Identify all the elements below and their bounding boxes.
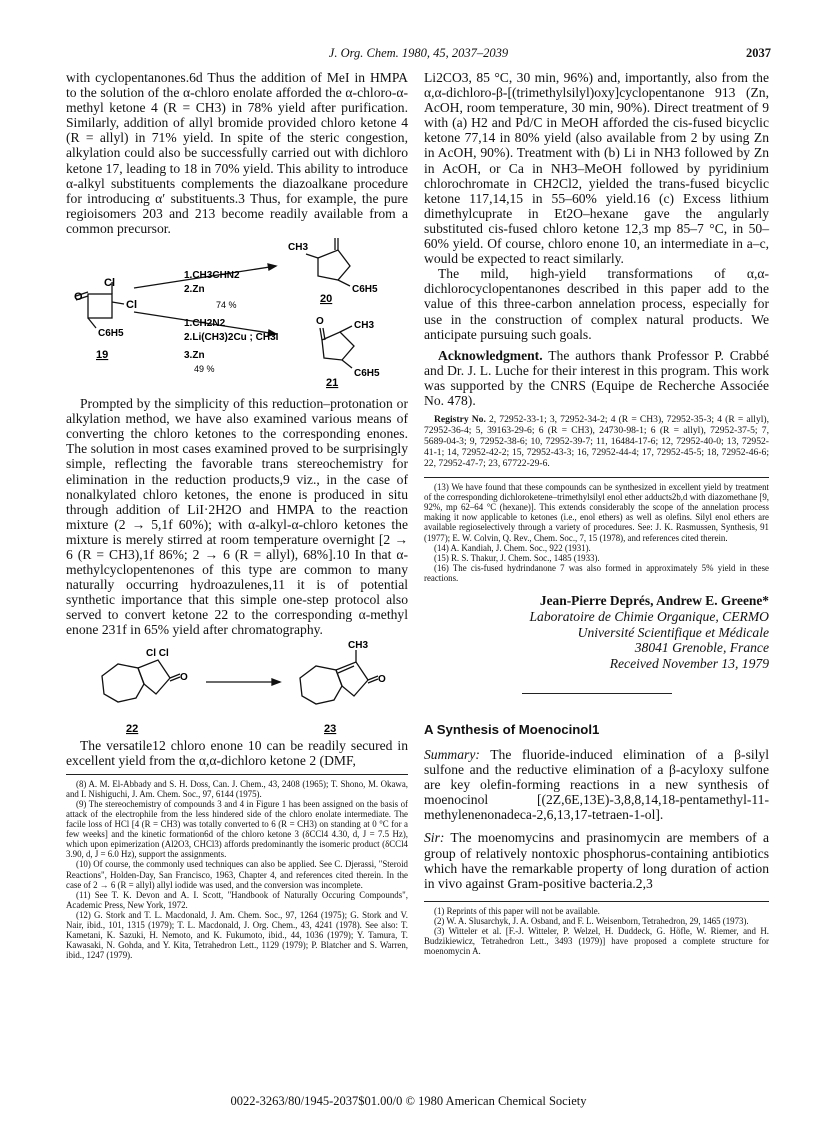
article-title: A Synthesis of Moenocinol1	[424, 722, 600, 737]
summary-text: The fluoride-induced elimination of a β-silyl sulfone and the reductive elimination of a β-acyloxy sulfone are key olefin-forming reactions in a new synthesis of moenocinol [(2Z,6E,13E)-3,8,8,14,18-pentamethyl-11-methylenenonadeca-2,6,13,17-tetraen-1-ol].	[424, 747, 769, 823]
yield-bottom: 49 %	[194, 364, 215, 375]
footnote-10: (10) Of course, the commonly used techniques can also be applied. See C. Djerassi, "Steroid Reactions", Holden-Day, San Francisco, 1963, Chapter 4, and references cited therein. In the case of 2 → 6 (R = allyl) allyl iodide was used, and the conversion was incomplete.	[66, 859, 408, 890]
footnote-rule	[66, 774, 408, 775]
address-line-3: 38041 Grenoble, France	[634, 640, 769, 655]
sir-paragraph	[424, 830, 769, 890]
reagent-top-1: 1.CH3CHN2	[184, 270, 240, 282]
svg-text:Cl Cl: Cl Cl	[146, 647, 169, 659]
page-footer: 0022-3263/80/1945-2037$01.00/0 © 1980 American Chemical Society	[230, 1094, 587, 1108]
svg-text:CH3: CH3	[288, 242, 309, 254]
footnote-12: (12) G. Stork and T. L. Macdonald, J. Am. Chem. Soc., 97, 1264 (1975); G. Stork and V. Nair, ibid., 101, 1315 (1979); T. L. Macdonald, J. Org. Chem., 43, 4241 (1978). See also: T. Kametani, K. Sazuki, H. Nemoto, and K. Fukumoto, ibid., 44, 1036 (1979); Y. Tamura, T. Kawasaki, N. Gohda, and Y. Kita, Tetrahedron Lett., 1129 (1979); P. Blatcher and S. Warren, ibid., 1247 (1979).	[66, 909, 408, 961]
cyclobutanone-ring	[88, 294, 112, 318]
footnote-13: (13) We have found that these compounds can be synthesized in excellent yield by treatment of the corresponding dichloroketene–trimethylsilyl enol ether adducts2b,d with diazomethane [9, 92%, mp 62–64 °C (hexane)]. This extends considerably the scope of the annelation process making it now applicable to ketones (i.e., enol ethers) as well as olefins. Silyl enol ethers are available regioselectively through a variety of procedures. See: J. K. Rasmussen, Synthesis, 91 (1977); E. W. Colvin, Q. Rev., Chem. Soc., 7, 15 (1978), and references cited therein.	[424, 482, 769, 543]
scheme-2-drawing	[66, 638, 408, 738]
page-number: 2037	[746, 46, 771, 60]
svg-text:C6H5: C6H5	[98, 328, 124, 340]
footnote-9: (9) The stereochemistry of compounds 3 and 4 in Figure 1 has been assigned on the basis of attack of the electrophile from the less hindered side of the chloro enolate intermediate. The facile loss of HCl [4 (R = CH3) was totally converted to 6 (R = CH3) on standing at 0 °C for a few weeks] and the kinetic formation6d of the chloro ketone 3 (δCCl4 4.30, d, J = 7.5 Hz), which upon epimerization (Al2O3, CHCl3) affords predominantly the isomeric product (δCCl4 3.90, d, J = 6.0 Hz), support the assignments.	[66, 798, 408, 860]
registry-title: Registry No.	[434, 414, 486, 426]
left-paragraph-1: with cyclopentanones.6d Thus the addition of MeI in HMPA to the solution of the α-chloro enolate afforded the α-chloro-α-methyl ketone 4 (R = CH3) in 78% yield after purification. Similarly, addition of allyl bromide provided chloro ketone 4 (R = allyl) in 71% yield. In spite of the steric congestion, alkylation could also be successfully carried out with dichloro ketone 17, leading to 18 in 70% yield. This ability to introduce α-alkyl substituents complements the diazoalkane procedure for introducing α′ substituents.3 Thus, for example, the pure regioisomers 203 and 213 become readily available from a common precursor.	[66, 70, 408, 236]
running-header	[66, 46, 771, 62]
address-line-1: Laboratoire de Chimie Organique, CERMO	[529, 609, 769, 624]
label-19: 19	[96, 349, 109, 362]
footnote-a2: (2) W. A. Slusarchyk, J. A. Osband, and F. L. Weisenborn, Tetrahedron, 29, 1465 (1973).	[434, 915, 749, 926]
label-22: 22	[126, 722, 139, 735]
footnote-15: (15) R. S. Thakur, J. Chem. Soc., 1485 (1933).	[434, 552, 600, 563]
svg-text:Cl: Cl	[104, 277, 115, 290]
footnote-8: (8) A. M. El-Abbady and S. H. Doss, Can. J. Chem., 43, 2408 (1965); T. Shono, M. Okawa, and I. Nishiguchi, J. Am. Chem. Soc., 97, 6144 (1975).	[66, 778, 408, 799]
cycloheptane-23	[300, 666, 342, 704]
scheme-1-drawing	[66, 236, 408, 396]
summary	[424, 747, 769, 822]
footnote-rule-right	[424, 477, 769, 478]
footnote-16: (16) The cis-fused hydrindanone 7 was also formed in approximately 5% yield in these reactions.	[424, 562, 769, 583]
svg-text:Cl: Cl	[126, 299, 137, 312]
footnote-a3: (3) Witteler et al. [F.-J. Witteler, P. Welzel, H. Duddeck, G. Höfle, W. Riemer, and H. Budzikiewicz, Tetrahedron Lett., 3493 (1979)] have proposed a complete structure for moenomycin A.	[424, 926, 769, 957]
sir-label: Sir:	[424, 830, 445, 846]
svg-text:O: O	[180, 671, 188, 683]
journal-citation: J. Org. Chem. 1980, 45, 2037–2039	[328, 46, 509, 60]
right-column	[424, 70, 769, 956]
scheme-2	[66, 638, 408, 738]
svg-text:CH3: CH3	[354, 320, 375, 332]
authors: Jean-Pierre Deprés, Andrew E. Greene*	[539, 593, 769, 608]
svg-text:C6H5: C6H5	[354, 368, 380, 380]
label-21: 21	[326, 377, 339, 390]
yield-top: 74 %	[216, 300, 237, 311]
cyclopentanone-20	[318, 250, 350, 280]
left-paragraph-2: Prompted by the simplicity of this reduction–protonation or alkylation method, we have also examined various means of converting the chloro ketones to the corresponding enones. The solution in most cases examined proved to be surprisingly simple, reflecting the favorable trans stereochemistry for elimination in the reduction products,9 viz., in the case of nonalkylated chloro ketones, the enone is produced in situ through addition of LiI·2H2O and HMPA to the reaction mixture (2 → 5,1f 60%); with α-alkyl-α-chloro ketones the mixture is merely stirred at room temperature overnight [2 → 6 (R = CH3),1f 86%; 2 → 6 (R = allyl), 68%].10 In that α-methylcyclopentenones of this type are common to many naturally occurring hydroazulenes,11 it is of potential synthetic importance that this simple one-step protocol also served to convert ketone 22 to the corresponding α-methyl enone 231f in 65% yield after chromatography.	[66, 396, 408, 638]
reagent-top-2: 2.Zn	[184, 284, 205, 296]
acknowledgment-title: Acknowledgment.	[438, 347, 543, 363]
cyclopentanone-21	[322, 332, 354, 360]
acknowledgment-text: The authors thank Professor P. Crabbé and Dr. J. L. Luche for their interest in this program. This work was supported by the CNRS (Equipe de Recherche Associée No. 478).	[424, 347, 769, 408]
right-paragraph-1: Li2CO3, 85 °C, 30 min, 96%) and, importantly, also from the α,α-dichloro-β-[(trimethylsilyl)oxy]cyclopentanone 913 (Zn, AcOH, room temperature, 30 min, 90%). Direct treatment of 9 with (a) H2 and Pd/C in MeOH afforded the cis-fused bicyclic ketone 77,14 in 80% yield (also available from 2 by using Zn in AcOH, 90%). Treatment with (b) Li in NH3 followed by Zn in AcOH, or Ca in NH3–MeOH followed by pyridinium chlorochromate in CH2Cl2, yielded the trans-fused bicyclic ketone 117,14,15 in 55–60% yield.16 (c) Excess lithium dimethylcuprate in Et2O–hexane gave the angularly substituted cis-fused chloro ketone 12,3 mp 85–7 °C, in 50–60% yield. Of course, chloro enone 10, an intermediate in a–c, would be expected to react similarly.	[424, 70, 769, 267]
address-line-2: Université Scientifique et Médicale	[577, 624, 769, 640]
right-paragraph-2: The mild, high-yield transformations of α,α-dichlorocyclopentanones described in this paper add to the value of this three-carbon annelation process, especially for use in the construction of complex natural products. We anticipate pursuing such goals.	[424, 266, 769, 342]
atom-o-19: O	[74, 291, 83, 304]
footnote-rule-right-2	[424, 901, 769, 902]
left-column	[66, 70, 408, 960]
registry-text: 2, 72952-33-1; 3, 72952-34-2; 4 (R = CH3), 72952-35-3; 4 (R = allyl), 72952-36-4; 5, 39163-29-6; 6 (R = CH3), 24730-98-1; 6 (R = allyl), 72952-37-5; 7, 5689-04-3; 9, 72952-38-6; 10, 72952-39-7; 11, 16484-17-6; 12, 72952-40-0; 13, 72952-41-1; 14, 72952-42-2; 15, 72952-43-3; 16, 72952-44-4; 17, 72952-45-5; 18, 72952-46-6; 22, 72952-47-7; 23, 67722-29-6.	[424, 414, 769, 470]
reagent-bottom-1: 1.CH2N2	[184, 318, 226, 330]
cycloheptane-22	[102, 664, 144, 702]
scheme-1	[66, 236, 408, 396]
label-20: 20	[320, 293, 333, 306]
received-date: Received November 13, 1979	[609, 655, 769, 671]
footnote-a1: (1) Reprints of this paper will not be available.	[434, 905, 600, 916]
registry-numbers	[424, 414, 769, 469]
acknowledgment	[424, 348, 769, 408]
svg-text:O: O	[316, 316, 324, 328]
label-23: 23	[324, 722, 337, 735]
svg-text:C6H5: C6H5	[352, 284, 378, 296]
summary-label: Summary:	[424, 747, 480, 762]
reagent-bottom-2: 2.Li(CH3)2Cu ; CH3I	[184, 332, 279, 344]
svg-text:O: O	[378, 673, 386, 685]
article-separator	[522, 693, 672, 694]
footnote-14: (14) A. Kandiah, J. Chem. Soc., 922 (1931).	[434, 542, 591, 553]
left-paragraph-3: The versatile12 chloro enone 10 can be readily secured in excellent yield from the α,α-dichloro ketone 2 (DMF,	[66, 737, 408, 768]
footnote-11: (11) See T. K. Devon and A. I. Scott, "Handbook of Naturally Occuring Compounds", Academic Press, New York, 1972.	[66, 889, 408, 910]
svg-text:CH3: CH3	[348, 639, 369, 651]
sir-text: The moenomycins and prasinomycin are members of a group of relatively nontoxic phosphorus-containing antibiotics which have the remarkable property of long duration of action in vivo against Gram-positive bacteria.2,3	[424, 830, 769, 891]
reagent-bottom-3: 3.Zn	[184, 350, 205, 362]
